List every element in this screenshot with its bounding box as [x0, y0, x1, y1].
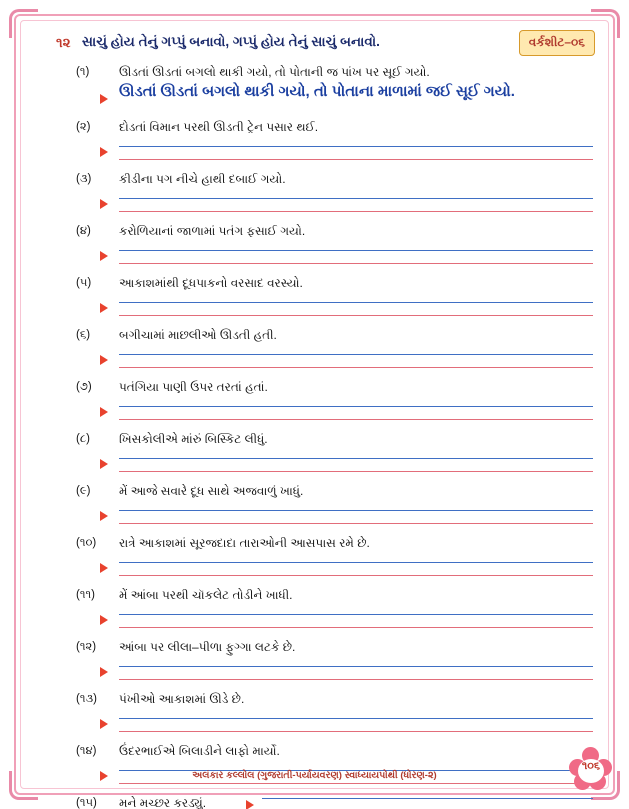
ruled-line-blue [119, 146, 593, 147]
answer-row[interactable] [34, 83, 595, 116]
item-text: પંખીઓ આકાશમાં ઊડે છે. [119, 692, 245, 706]
footer [34, 765, 595, 783]
list-item [34, 637, 595, 688]
ruled-line-blue [119, 354, 593, 355]
question-row [34, 325, 595, 349]
ruled-line-blue [119, 510, 593, 511]
ruled-line-blue [119, 250, 593, 251]
arrow-icon [100, 459, 108, 469]
answer-row[interactable] [34, 297, 595, 324]
ruled-line-blue [119, 718, 593, 719]
ruled-line-red [119, 627, 593, 628]
list-item [34, 325, 595, 376]
list-item [34, 62, 595, 116]
ruled-line-red [119, 159, 593, 160]
arrow-icon [100, 94, 108, 104]
item-label: (૪) [76, 225, 91, 237]
ruled-line-blue [119, 198, 593, 199]
item-label: (૫) [76, 277, 92, 289]
list-item [34, 169, 595, 220]
item-text: કીડીના પગ નીચે હાથી દબાઈ ગયો. [119, 172, 286, 186]
arrow-icon [100, 147, 108, 157]
question-row [34, 117, 595, 141]
item-label: (૮) [76, 433, 90, 445]
page-title: સાચું હોય તેનું ગપ્પું બનાવો, ગપ્પું હોય તેનું સાચું બનાવો. [82, 34, 380, 49]
question-row [34, 221, 595, 245]
question-number: ૧૨ [56, 35, 71, 50]
list-item [34, 533, 595, 584]
ruled-line-red [119, 367, 593, 368]
item-text: દોડતાં વિમાન પરથી ઊડતી ટ્રેન પસાર થઈ. [119, 120, 319, 134]
ruled-line-blue [119, 458, 593, 459]
question-row [34, 637, 595, 661]
item-text: રાત્રે આકાશમાં સૂરજદાદા તારાઓની આસપાસ રમે છે. [119, 536, 370, 550]
question-row [34, 377, 595, 401]
list-item [34, 221, 595, 272]
item-text: મને મચ્છર કરડ્યું. [119, 796, 207, 809]
answer-row[interactable] [34, 557, 595, 584]
item-label: (૧૩) [76, 693, 97, 705]
arrow-icon [100, 251, 108, 261]
question-row [34, 689, 595, 713]
ruled-line-red [119, 679, 593, 680]
item-text: મેં આંબા પરથી ચૉકલેટ તોડીને ખાધી. [119, 588, 293, 602]
answer-row[interactable] [34, 609, 595, 636]
ruled-line-red [119, 575, 593, 576]
item-label: (૧) [76, 66, 90, 78]
ruled-line-red [119, 263, 593, 264]
answer-row[interactable] [34, 661, 595, 688]
item-text: બગીચામાં માછલીઓ ઊડતી હતી. [119, 328, 277, 342]
arrow-icon [100, 563, 108, 573]
list-item [34, 689, 595, 740]
ruled-line-blue [119, 302, 593, 303]
ruled-line-blue[interactable] [262, 798, 593, 799]
sample-answer-text: ઊડતાં ઊડતાં બગલો થાકી ગયો, તો પોતાના માળામાં જઈ સૂઈ ગયો. [119, 83, 515, 100]
arrow-icon [100, 511, 108, 521]
ruled-line-red [119, 523, 593, 524]
list-item [34, 273, 595, 324]
item-label: (૧૪) [76, 745, 97, 757]
question-row [34, 429, 595, 453]
question-row [34, 585, 595, 609]
list-item [34, 585, 595, 636]
item-text: ઉંદરભાઈએ બિલાડીને લાફો માર્યો. [119, 744, 280, 758]
ruled-line-red [119, 783, 593, 784]
question-row [34, 793, 595, 809]
question-row [34, 169, 595, 193]
item-label: (૧૫) [76, 797, 97, 809]
ruled-line-blue [119, 666, 593, 667]
item-label: (૨) [76, 121, 91, 133]
arrow-icon [100, 407, 108, 417]
question-row [34, 273, 595, 297]
ruled-line-red [119, 211, 593, 212]
answer-row[interactable] [34, 141, 595, 168]
question-row [34, 741, 595, 765]
answer-row[interactable] [34, 245, 595, 272]
answer-row[interactable] [34, 453, 595, 480]
answer-row[interactable] [34, 505, 595, 532]
item-label: (૯) [76, 485, 91, 497]
worksheet-header [34, 30, 595, 60]
list-item [34, 377, 595, 428]
arrow-icon [100, 719, 108, 729]
answer-row[interactable] [34, 713, 595, 740]
item-text: મેં આજે સવારે દૂધ સાથે અજવાળું ખાધું. [119, 484, 304, 498]
ruled-line-red [119, 419, 593, 420]
ruled-line-red [119, 315, 593, 316]
ruled-line-red [119, 471, 593, 472]
answer-row[interactable] [34, 349, 595, 376]
list-item [34, 793, 595, 809]
page-number-badge [569, 747, 613, 793]
page-number: ૧૦૬ [581, 760, 601, 772]
arrow-icon [100, 303, 108, 313]
item-text: આંબા પર લીલા–પીળા ફુગ્ગા લટકે છે. [119, 640, 296, 654]
list-item [34, 429, 595, 480]
arrow-icon [100, 615, 108, 625]
item-label: (૭) [76, 381, 92, 393]
arrow-icon [100, 667, 108, 677]
item-text: પતંગિયા પાણી ઉપર તરતાં હતાં. [119, 380, 268, 394]
item-text: ખિસકોલીએ માંરું બિસ્કિટ લીધું. [119, 432, 268, 446]
ruled-line-blue [119, 614, 593, 615]
footer-text: અલંકાર કલ્લોલ (ગુજરાતી-પર્યાયવરણ) સ્વાધ્યાયપોથી (ધોરણ-૨) [192, 770, 437, 781]
list-item [34, 117, 595, 168]
arrow-icon [100, 199, 108, 209]
item-text: આકાશમાંથી દૂધપાકનો વરસાદ વરસ્યો. [119, 276, 303, 290]
question-row [34, 533, 595, 557]
item-label: (૧૧) [76, 589, 95, 601]
arrow-icon [100, 355, 108, 365]
ruled-line-red [119, 731, 593, 732]
arrow-icon [246, 800, 254, 809]
worksheet-badge: વર્કશીટ–૦૬ [519, 30, 595, 56]
item-label: (૧૨) [76, 641, 97, 653]
ruled-line-blue [119, 562, 593, 563]
item-label: (૩) [76, 173, 92, 185]
list-item [34, 481, 595, 532]
item-label: (૧૦) [76, 537, 97, 549]
ruled-line-blue [119, 406, 593, 407]
corner-ornament-top-right [591, 9, 620, 38]
item-text: ઊડતાં ઊડતાં બગલો થાકી ગયો, તો પોતાની જ પાંખ પર સૂઈ ગયો. [119, 65, 430, 79]
answer-row[interactable] [34, 193, 595, 220]
item-label: (૬) [76, 329, 91, 341]
answer-row[interactable] [34, 401, 595, 428]
question-row [34, 481, 595, 505]
item-text: કરોળિયાનાં જાળામાં પતંગ ફસાઈ ગયો. [119, 224, 306, 238]
